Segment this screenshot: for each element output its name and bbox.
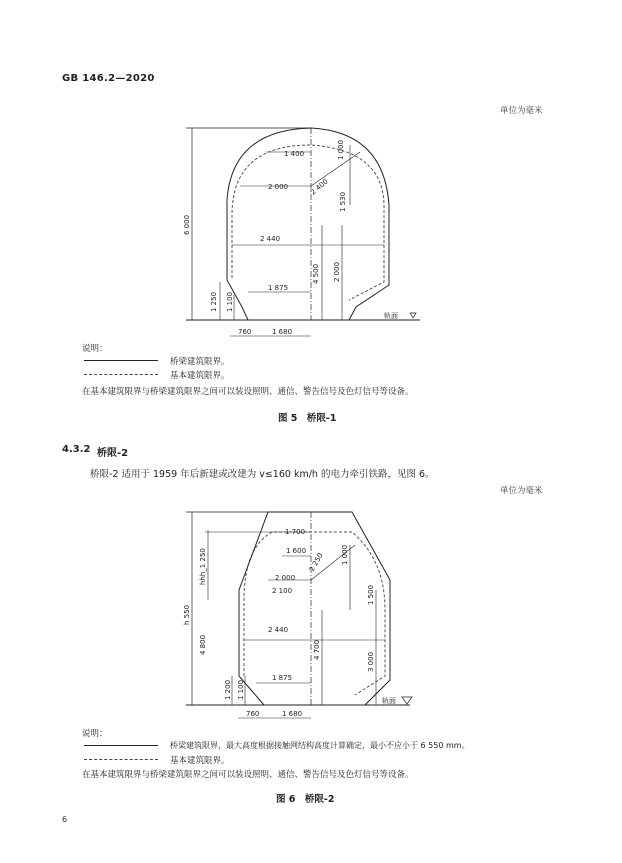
unit-label: 单位为毫米	[500, 106, 543, 116]
dim6-var: hhh_1 250	[199, 548, 207, 585]
legend2-dashed-text: 基本建筑限界。	[170, 756, 230, 766]
document-header: GB 146.2—2020	[62, 73, 155, 84]
dim-1250: 1 250	[210, 291, 218, 312]
dim-1000: 1 000	[337, 139, 345, 160]
section-paragraph: 桥限-2 适用于 1959 年后新建或改建为 v≤160 km/h 的电力牵引铁路，见图 6。	[90, 469, 435, 480]
legend-solid-text: 桥梁建筑限界。	[170, 357, 230, 367]
figure-5-caption: 图 5 桥限-1	[278, 413, 337, 424]
dim6-1875: 1 875	[272, 674, 293, 682]
dim6-1200: 1 200	[224, 679, 232, 700]
legend2-dashed-line	[84, 759, 158, 760]
section-number: 4.3.2	[62, 444, 91, 455]
legend2-solid-text: 桥梁建筑限界，最大高度根据接触网结构高度计算确定，最小不应小于 6 550 mm。	[170, 741, 470, 750]
legend-note: 在基本建筑限界与桥梁建筑限界之间可以装设照明、通信、警告信号及色灯信号等设备。	[82, 387, 414, 397]
dim-4500: 4 500	[312, 263, 320, 284]
dim6-4800: 4 800	[199, 634, 207, 655]
dim-760: 760	[238, 328, 252, 336]
legend2-title: 说明：	[82, 729, 108, 739]
section-title: 桥限-2	[97, 448, 129, 459]
dim-r2400: 2 400	[309, 177, 330, 197]
legend2-note: 在基本建筑限界与桥梁建筑限界之间可以装设照明、通信、警告信号及色灯信号等设备。	[82, 770, 414, 780]
dim6-2000: 2 000	[275, 574, 296, 582]
dim6-1680: 1 680	[282, 710, 303, 718]
unit-label-2: 单位为毫米	[500, 486, 543, 496]
dim6-760: 760	[246, 710, 260, 718]
page-number: 6	[62, 815, 68, 824]
legend-dashed-text: 基本建筑限界。	[170, 371, 230, 381]
dim6-1000: 1 000	[341, 544, 349, 565]
dim-1400: 1 400	[284, 150, 305, 158]
dim6-1700: 1 700	[285, 528, 306, 536]
dim-1100: 1 100	[226, 291, 234, 312]
dim6-1100: 1 100	[237, 679, 245, 700]
dim6-2440: 2 440	[268, 626, 289, 634]
dim6-1600: 1 600	[286, 547, 307, 555]
dim-2000: 2 000	[268, 183, 289, 191]
dim-6000: 6 000	[183, 214, 191, 235]
dim-1875: 1 875	[268, 284, 289, 292]
legend-title: 说明：	[82, 344, 108, 354]
rail-label: 轨面	[384, 312, 398, 320]
dim-1530: 1 530	[339, 191, 347, 212]
dim-2000b: 2 000	[333, 261, 341, 282]
dim-2440: 2 440	[260, 235, 281, 243]
dim6-6550: h 550	[183, 604, 191, 625]
dim6-4700: 4 700	[313, 639, 321, 660]
dim6-r2250: 2 250	[307, 551, 325, 573]
figure-6-caption: 图 6 桥限-2	[276, 794, 335, 805]
dim6-2100: 2 100	[272, 587, 293, 595]
dim6-3000: 3 000	[367, 651, 375, 672]
rail-label-2: 轨面	[382, 697, 396, 705]
dim6-1500: 1 500	[367, 584, 375, 605]
legend2-solid-line	[84, 745, 158, 746]
dim-1680: 1 680	[272, 328, 293, 336]
